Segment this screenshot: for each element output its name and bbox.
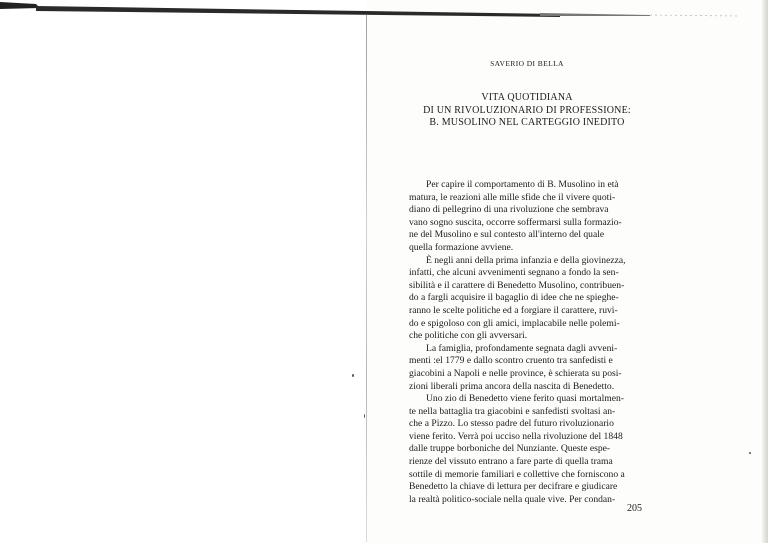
text-line: zioni liberali prima ancora della nascita di Benedetto. [409, 380, 615, 392]
paragraph [409, 179, 645, 255]
text-line: do e spigoloso con gli amici, implacabile nelle polemi- [409, 317, 620, 329]
paragraph [409, 343, 645, 393]
page-number: 205 [627, 503, 642, 514]
text-line: ranno le scelte politiche ed a forgiare il carattere, ruvi- [409, 304, 618, 316]
text-line: matura, le reazioni alle mille sfide che il vivere quoti- [409, 191, 616, 203]
text-line: sottile di memorie familiari e collettive che forniscono a [409, 468, 625, 480]
text-line: quella formazione avviene. [409, 241, 514, 253]
scan-speck [364, 414, 365, 418]
right-page-edge [762, 0, 768, 543]
text-line: diano di pellegrino di una rivoluzione che sembrava [409, 204, 609, 216]
paragraph [409, 393, 645, 506]
text-line: do a fargli acquisire il bagaglio di idee che ne spieghe- [409, 292, 619, 304]
text-line: ne del Musolino e sul contesto all'interno del quale [409, 229, 605, 241]
book-gutter [366, 14, 367, 542]
scan-speck [352, 374, 354, 377]
text-line: La famiglia, profondamente segnata dagli avveni- [426, 342, 618, 354]
running-header-author: SAVERIO DI BELLA [490, 59, 564, 68]
text-line: Uno zio di Benedetto viene ferito quasi mortalmen- [426, 393, 624, 405]
text-line: infatti, che alcuni avvenimenti segnano a fondo la sen- [409, 267, 619, 279]
text-line: Benedetto la chiave di lettura per decifrare e giudicare [409, 481, 618, 493]
text-line: la realtà politico-sociale nella quale vive. Per condan- [409, 493, 616, 505]
left-page-blank [0, 0, 366, 543]
paragraph [409, 255, 645, 343]
title-line: VITA QUOTIDIANA [481, 92, 573, 103]
text-line: viene ferito. Verrà poi ucciso nella rivoluzione del 1848 [409, 430, 623, 442]
scan-speck [749, 452, 751, 454]
text-line: Per capire il comportamento di B. Musolino in età [426, 179, 619, 190]
title-line: DI UN RIVOLUZIONARIO DI PROFESSIONE: [423, 104, 631, 116]
article-body [409, 179, 645, 506]
text-line: che a Pizzo. Lo stesso padre del futuro rivoluzionario [409, 418, 614, 430]
text-line: che politiche con gli avversari. [409, 330, 528, 342]
text-line: vano sogno suscita, occorre soffermarsi sulla formazio- [409, 216, 622, 228]
text-line: rienze del vissuto entrano a fare parte di quella trama [409, 456, 613, 468]
text-line: te nella battaglia tra giacobini e sanfedisti svoltasi an- [409, 405, 616, 417]
text-line: menti :el 1779 e dallo scontro cruento tra sanfedisti e [409, 355, 613, 367]
right-page-content [409, 55, 645, 535]
page-top-edge-shadow [0, 0, 768, 22]
title-line: B. MUSOLINO NEL CARTEGGIO INEDITO [429, 117, 625, 128]
article-title [409, 92, 645, 130]
text-line: dalle truppe borboniche del Nunziante. Queste espe- [409, 443, 611, 455]
text-line: giacobini a Napoli e nelle province, è schierata su posi- [409, 367, 622, 379]
text-line: È negli anni della prima infanzia e della giovinezza, [426, 254, 626, 266]
text-line: sibilità e il carattere di Benedetto Musolino, contribuen- [409, 279, 625, 291]
